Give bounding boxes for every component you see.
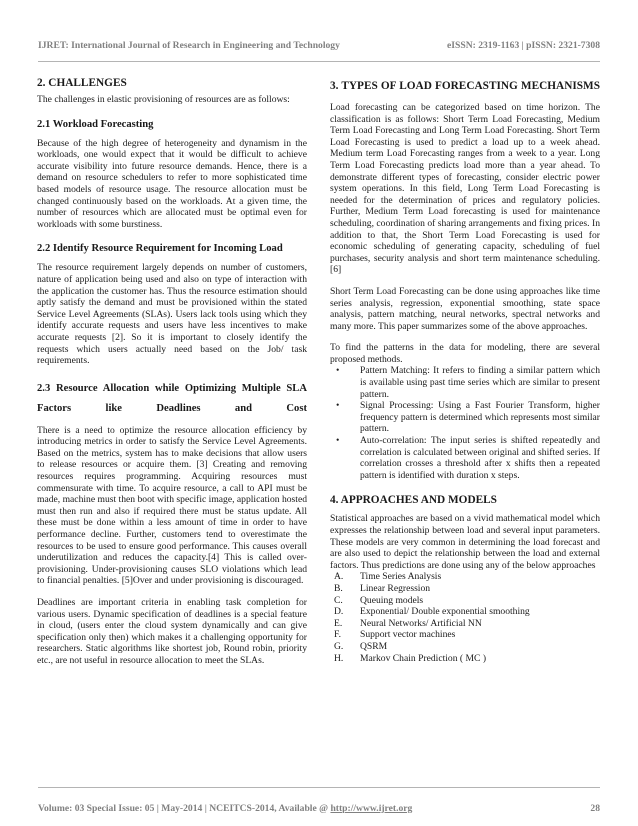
list-item xyxy=(330,629,600,641)
page-number: 28 xyxy=(590,803,600,814)
section-3-para-1: Load forecasting can be categorized based on time horizon. The classification is as follows: Short Term Load Forecasting, Medium Term Load Forecasting and Long Term Load Forecasting. Short Term Load Forecasting is used to predict a load up to a week ahead. Medium term Load Forecasting ranges from a week to a year. Long Term Load Forecasting predicts load more than a year ahead. To demonstrate different types of forecasting, consider electric power system operations. In this field, Long Term Load Forecasting is needed for the determination of prices and regulatory policies. Further, Medium Term Load forecasting is used for maintenance scheduling, coordination of sharing arrangements and fixing prices. In addition to that, the Short Term Load Forecasting is used for economic scheduling of generating capacity, scheduling of fuel purchases, security analysis and short term maintenance scheduling. [6] xyxy=(330,102,600,276)
bullet-icon: • xyxy=(336,365,340,377)
list-item-text: Pattern Matching: It refers to finding a similar pattern which is available using past time series which are similar to present pattern. xyxy=(360,365,600,400)
list-letter: F. xyxy=(334,629,341,641)
section-2-2-title: 2.2 Identify Resource Requirement for Incoming Load xyxy=(37,243,283,255)
header-rule xyxy=(38,61,600,62)
section-2-3-title: 2.3 Resource Allocation while Optimizing Multiple SLA Factors like Deadlines and Cost xyxy=(37,382,307,414)
section-2-2-body: The resource requirement largely depends on number of customers, nature of application being used and also on type of interaction with the application the customer has. Thus the resource estimation should aptly satisfy the demand and must be provisioned within the stated Service Level Agreements (SLAs). Users lack tools using which they identify accurate requests and users have less incentives to make accurate requests [2]. So it is important to closely identify the requests which users actually need based on the Job/ task requirements. xyxy=(37,262,307,367)
list-letter: H. xyxy=(334,652,344,664)
section-2-title: 2. CHALLENGES xyxy=(37,77,127,89)
list-item xyxy=(336,400,600,435)
list-letter: E. xyxy=(334,617,343,629)
list-item-text: Markov Chain Prediction ( MC ) xyxy=(360,652,487,664)
journal-url-link[interactable]: http://www.ijret.org xyxy=(330,803,413,814)
journal-title: IJRET: International Journal of Research in Engineering and Technology xyxy=(38,40,340,51)
list-item-text: Signal Processing: Using a Fast Fourier Transform, higher frequency pattern is determined which represents most similar pattern. xyxy=(360,400,600,435)
section-4-title: 4. APPROACHES AND MODELS xyxy=(330,494,497,507)
list-letter: C. xyxy=(334,594,343,606)
section-2-3-para-1: There is a need to optimize the resource allocation efficiency by introducing metrics in order to satisfy the Service Level Agreements. Based on the metrics, system has to make decisions that allow users to release resources or acquire them. [3] Creating and removing resources requires programming. Acquiring resources must commensurate with time. To acquire resource, a call to API must be made, machine must then boot with specific image, application hosted must then run and also if required there must be status update. All these must be done within a less amount of time in order to have performance decline. Further, customers tend to overestimate the resources to be used to ensure good performance. This causes overall underutilization and reduces the capacity.[4] This is called over-provisioning. Under-provisioning causes SLO violations which lead to financial penalties. [5]Over and under provisioning is discouraged. xyxy=(37,424,307,587)
list-item-text: Time Series Analysis xyxy=(360,571,442,583)
list-item xyxy=(330,571,600,583)
footer-volume xyxy=(38,803,412,814)
list-item xyxy=(330,641,600,653)
section-2-intro: The challenges in elastic provisioning of resources are as follows: xyxy=(37,94,290,105)
list-letter: D. xyxy=(334,606,344,618)
bullet-icon: • xyxy=(336,400,340,412)
section-3-title: 3. TYPES OF LOAD FORECASTING MECHANISMS xyxy=(330,80,600,92)
section-2-1-title: 2.1 Workload Forecasting xyxy=(37,118,154,130)
section-3-para-2: Short Term Load Forecasting can be done using approaches like time series analysis, regression, exponential smoothing, state space analysis, pattern matching, neural networks, spectral networks and many more. This paper summarizes some of the above approaches. xyxy=(330,285,600,332)
approaches-list xyxy=(330,571,600,664)
right-column xyxy=(330,76,600,664)
section-4-para-1: Statistical approaches are based on a vivid mathematical model which expresses the relationship between load and several input parameters. These models are very common in determining the load forecast and are also used to depict the relationship between the load and external factors. Thus predictions are done using any of the below approaches xyxy=(330,513,600,571)
list-item-text: Auto-correlation: The input series is shifted repeatedly and correlation is calculated between original and shifted series. If correlation crosses a threshold after x shifts then a repeated pattern is identified with duration x steps. xyxy=(360,435,600,481)
section-2-1-body: Because of the high degree of heterogeneity and dynamism in the workloads, one would expect that it would be difficult to achieve accurate visibility into future resource demands. Hence, there is a demand on resource schedulers to refer to more sophisticated time based models of resource usage. The resource allocation must be changed continuously based on the workloads. At a given time, the number of resources which are allocated must be optimal even for workloads with some burstiness. xyxy=(37,137,307,230)
section-3-para-3: To find the patterns in the data for modeling, there are several proposed methods. xyxy=(330,342,600,365)
forecast-methods-list xyxy=(330,365,600,481)
bullet-icon: • xyxy=(336,435,340,447)
issn-text: eISSN: 2319-1163 | pISSN: 2321-7308 xyxy=(447,40,600,51)
list-item-text: Queuing models xyxy=(360,594,424,606)
list-item xyxy=(330,606,600,618)
list-letter: A. xyxy=(334,571,344,583)
footer-volume-text: Volume: 03 Special Issue: 05 | May-2014 | NCEITCS-2014, Available @ xyxy=(38,803,331,814)
list-item-text: Exponential/ Double exponential smoothing xyxy=(360,606,530,618)
list-item-text: QSRM xyxy=(360,640,388,652)
left-column xyxy=(37,76,307,667)
list-item-text: Linear Regression xyxy=(360,582,431,594)
list-item xyxy=(330,583,600,595)
list-item-text: Support vector machines xyxy=(360,629,456,641)
page-header xyxy=(38,40,600,54)
list-letter: G. xyxy=(334,640,344,652)
list-item-text: Neural Networks/ Artificial NN xyxy=(360,617,482,629)
list-item xyxy=(330,618,600,630)
list-item xyxy=(336,365,600,400)
page-footer xyxy=(38,803,600,817)
footer-rule xyxy=(38,787,600,788)
list-item xyxy=(330,653,600,665)
list-item xyxy=(330,595,600,607)
list-letter: B. xyxy=(334,582,343,594)
list-item xyxy=(336,435,600,481)
section-2-3-para-2: Deadlines are important criteria in enabling task completion for various users. Dynamic specification of deadlines is a special feature in cloud, (users enter the cloud system dynamically and can give specification only then) which makes it a challenging opportunity for researchers. Static algorithms like shortest job, Round robin, priority etc., are not useful in resource allocation to meet the SLAs. xyxy=(37,597,307,666)
